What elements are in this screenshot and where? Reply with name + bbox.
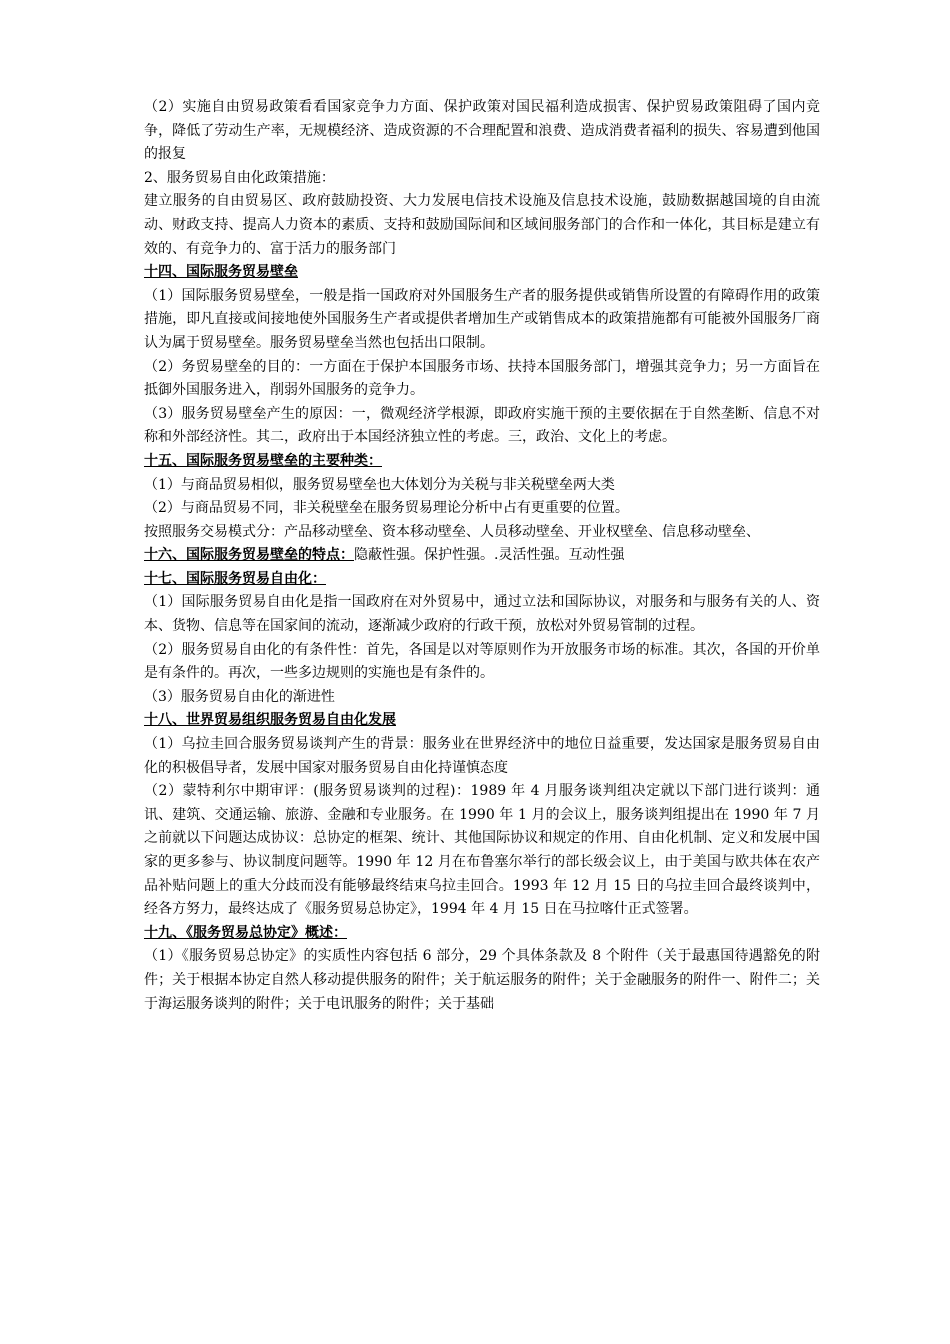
paragraph: （1）国际服务贸易壁垒，一般是指一国政府对外国服务生产者的服务提供或销售所设置的有障碍作用的政策措施，即凡直接或间接地使外国服务生产者或提供者增加生产或销售成本的政策措施都有可能被外国服务厂商认为属于贸易壁垒。服务贸易壁垒当然也包括出口限制。 xyxy=(144,287,820,351)
paragraph: （1）《服务贸易总协定》的实质性内容包括 6 部分，29 个具体条款及 8 个附件（关于最惠国待遇豁免的附件；关于根据本协定自然人移动提供服务的附件；关于航运服务的附件；关于金融服务的附件一、附件二；关于海运服务谈判的附件；关于电讯服务的附件；关于基础 xyxy=(144,948,820,1012)
paragraph: （2）与商品贸易不同，非关税壁垒在服务贸易理论分析中占有更重要的位置。 xyxy=(144,500,629,517)
paragraph: （1）与商品贸易相似，服务贸易壁垒也大体划分为关税与非关税壁垒两大类 xyxy=(144,476,615,493)
section-heading xyxy=(144,450,820,474)
paragraph: （3）服务贸易壁垒产生的原因：一，微观经济学根源，即政府实施干预的主要依据在于自然垄断、信息不对称和外部经济性。其二，政府出于本国经济独立性的考虑。三，政治、文化上的考虑。 xyxy=(144,405,820,446)
section-heading xyxy=(144,709,820,733)
paragraph: 建立服务的自由贸易区、政府鼓励投资、大力发展电信技术设施及信息技术设施，鼓励数据越国境的自由流动、财政支持、提高人力资本的素质、支持和鼓励国际间和区域间服务部门的合作和一体化，其目标是建立有效的、有竞争力的、富于活力的服务部门 xyxy=(144,193,820,257)
paragraph: （2）务贸易壁垒的目的：一方面在于保护本国服务市场、扶持本国服务部门，增强其竞争力；另一方面旨在抵御外国服务进入，削弱外国服务的竞争力。 xyxy=(144,358,820,399)
section-heading-title: 十六、国际服务贸易壁垒的特点： xyxy=(144,547,354,564)
section-heading-title: 十七、国际服务贸易自由化： xyxy=(144,570,326,587)
paragraph: （2）服务贸易自由化的有条件性：首先，各国是以对等原则作为开放服务市场的标准。其次，各国的开价单是有条件的。再次，一些多边规则的实施也是有条件的。 xyxy=(144,641,820,682)
paragraph: （2）蒙特利尔中期审评：(服务贸易谈判的过程)：1989 年 4 月服务谈判组决定就以下部门进行谈判：通讯、建筑、交通运输、旅游、金融和专业服务。在 1990 年 1 月的会议上，服务谈判组提出在 1990 年 7 月之前就以下问题达成协议：总协定的框架、统计、其他国际协议和规定的作用、自由化机制、定义和发展中国家的更多参与、协议制度问题等。1990 年 12 月在布鲁塞尔举行的部长级会议上，由于美国与欧共体在农产品补贴问题上的重大分歧而没有能够最终结束乌拉圭回合。1993 年 12 月 15 日的乌拉圭回合最终谈判中，经各方努力，最终达成了《服务贸易总协定》，1994 年 4 月 15 日在马拉喀什正式签署。 xyxy=(144,783,820,918)
paragraph: （1）乌拉圭回合服务贸易谈判产生的背景：服务业在世界经济中的地位日益重要，发达国家是服务贸易自由化的积极倡导者，发展中国家对服务贸易自由化持谨慎态度 xyxy=(144,736,820,776)
section-heading-title: 十九、《服务贸易总协定》概述： xyxy=(144,924,347,941)
paragraph: （3）服务贸易自由化的渐进性 xyxy=(144,688,335,705)
section-heading xyxy=(144,544,820,568)
section-heading xyxy=(144,922,820,946)
section-heading-title: 十八、世界贸易组织服务贸易自由化发展 xyxy=(144,712,396,729)
paragraph: 2、服务贸易自由化政策措施： xyxy=(144,169,335,186)
document-body xyxy=(144,96,820,1016)
section-heading-title: 十五、国际服务贸易壁垒的主要种类： xyxy=(144,452,382,469)
paragraph: 按照服务交易模式分：产品移动壁垒、资本移动壁垒、人员移动壁垒、开业权壁垒、信息移动壁垒、 xyxy=(144,523,760,540)
paragraph: （1）国际服务贸易自由化是指一国政府在对外贸易中，通过立法和国际协议，对服务和与服务有关的人、资本、货物、信息等在国家间的流动，逐渐减少政府的行政干预，放松对外贸易管制的过程。 xyxy=(144,594,820,635)
section-heading-title: 十四、国际服务贸易壁垒 xyxy=(144,264,298,281)
section-heading-rest: 隐蔽性强。保护性强。.灵活性强。互动性强 xyxy=(354,547,625,564)
section-heading xyxy=(144,261,820,285)
section-heading xyxy=(144,568,820,592)
paragraph: （2）实施自由贸易政策看看国家竞争力方面、保护政策对国民福利造成损害、保护贸易政策阻碍了国内竞争，降低了劳动生产率，无规模经济、造成资源的不合理配置和浪费、造成消费者福利的损失、容易遭到他国的报复 xyxy=(144,99,820,163)
